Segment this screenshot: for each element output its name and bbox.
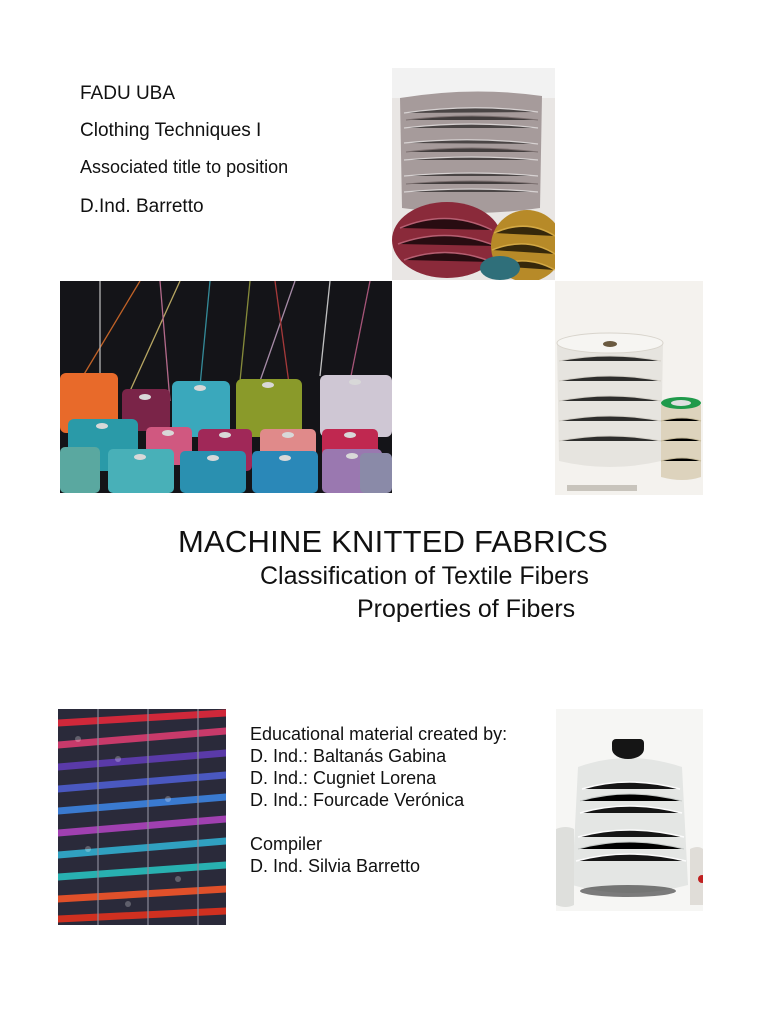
colored-thread-rack-photo [58,709,226,925]
white-yarn-cones-photo [555,281,703,495]
position-title: Associated title to position [80,157,289,177]
document-subtitle-properties: Properties of Fibers [357,595,576,623]
institution-name: FADU UBA [80,83,176,104]
credits-block [250,723,507,877]
document-subtitle-classification: Classification of Textile Fibers [260,562,589,590]
filament-cone-photo [556,709,703,911]
course-name: Clothing Techniques I [80,120,262,141]
compiler-name: D. Ind. Silvia Barretto [250,856,421,876]
credit-author: D. Ind.: Baltanás Gabina [250,746,447,766]
compiler-label: Compiler [250,834,323,854]
colored-yarn-cones-photo [60,281,392,493]
author-name: D.Ind. Barretto [80,196,204,217]
credit-author: D. Ind.: Fourcade Verónica [250,790,465,810]
credit-author: D. Ind.: Cugniet Lorena [250,768,437,788]
created-by-label: Educational material created by: [250,724,508,744]
document-title: MACHINE KNITTED FABRICS [178,524,609,559]
yarn-skeins-photo [392,68,555,280]
